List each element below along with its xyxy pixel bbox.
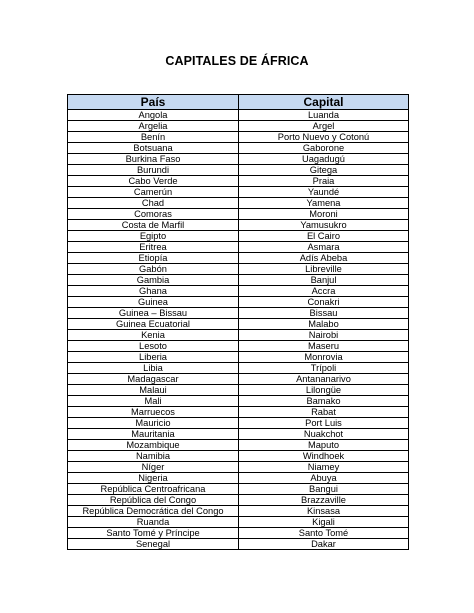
country-cell: Kenia: [68, 330, 239, 341]
country-cell: Ghana: [68, 286, 239, 297]
capital-cell: Praia: [239, 176, 409, 187]
table-body: [68, 110, 409, 550]
table-row: [68, 484, 409, 495]
table-row: [68, 352, 409, 363]
capital-cell: Malabo: [239, 319, 409, 330]
column-header-capital: Capital: [239, 95, 409, 110]
country-cell: Eritrea: [68, 242, 239, 253]
country-cell: Mozambique: [68, 440, 239, 451]
table-row: [68, 407, 409, 418]
table-row: [68, 297, 409, 308]
country-cell: Santo Tomé y Príncipe: [68, 528, 239, 539]
country-cell: República Democrática del Congo: [68, 506, 239, 517]
table-row: [68, 132, 409, 143]
table-row: [68, 451, 409, 462]
country-cell: Lesoto: [68, 341, 239, 352]
table-row: [68, 385, 409, 396]
country-cell: Burkina Faso: [68, 154, 239, 165]
table-row: [68, 187, 409, 198]
country-cell: Botsuana: [68, 143, 239, 154]
table-row: [68, 198, 409, 209]
table-row: [68, 341, 409, 352]
country-cell: Libia: [68, 363, 239, 374]
country-cell: Argelia: [68, 121, 239, 132]
country-cell: Liberia: [68, 352, 239, 363]
table-row: [68, 363, 409, 374]
table-row: [68, 528, 409, 539]
table-row: [68, 429, 409, 440]
capital-cell: Libreville: [239, 264, 409, 275]
table-row: [68, 143, 409, 154]
table-row: [68, 319, 409, 330]
table-row: [68, 330, 409, 341]
capital-cell: Porto Nuevo y Cotonú: [239, 132, 409, 143]
country-cell: Namibia: [68, 451, 239, 462]
capital-cell: Windhoek: [239, 451, 409, 462]
table-row: [68, 242, 409, 253]
country-cell: República del Congo: [68, 495, 239, 506]
country-cell: Marruecos: [68, 407, 239, 418]
country-cell: Burundi: [68, 165, 239, 176]
table-row: [68, 495, 409, 506]
capital-cell: Rabat: [239, 407, 409, 418]
table-row: [68, 374, 409, 385]
country-cell: República Centroafricana: [68, 484, 239, 495]
capital-cell: Gitega: [239, 165, 409, 176]
capital-cell: Yaundé: [239, 187, 409, 198]
capital-cell: Accra: [239, 286, 409, 297]
capital-cell: Abuya: [239, 473, 409, 484]
table-row: [68, 253, 409, 264]
capital-cell: Brazzaville: [239, 495, 409, 506]
capital-cell: Bamako: [239, 396, 409, 407]
capital-cell: Niamey: [239, 462, 409, 473]
country-cell: Guinea Ecuatorial: [68, 319, 239, 330]
capital-cell: Yamusukro: [239, 220, 409, 231]
country-cell: Madagascar: [68, 374, 239, 385]
capitals-table: [67, 94, 409, 550]
capital-cell: Port Luis: [239, 418, 409, 429]
country-cell: Egipto: [68, 231, 239, 242]
country-cell: Angola: [68, 110, 239, 121]
table-row: [68, 506, 409, 517]
capital-cell: Trípoli: [239, 363, 409, 374]
table-row: [68, 275, 409, 286]
table-row: [68, 308, 409, 319]
capital-cell: Maseru: [239, 341, 409, 352]
capital-cell: Nuakchot: [239, 429, 409, 440]
capital-cell: Monrovia: [239, 352, 409, 363]
country-cell: Cabo Verde: [68, 176, 239, 187]
country-cell: Chad: [68, 198, 239, 209]
capital-cell: Dakar: [239, 539, 409, 550]
table-row: [68, 154, 409, 165]
table-row: [68, 264, 409, 275]
table-row: [68, 121, 409, 132]
table-row: [68, 209, 409, 220]
country-cell: Mauricio: [68, 418, 239, 429]
column-header-pais: País: [68, 95, 239, 110]
country-cell: Comoras: [68, 209, 239, 220]
capital-cell: Luanda: [239, 110, 409, 121]
country-cell: Camerún: [68, 187, 239, 198]
country-cell: Guinea – Bissau: [68, 308, 239, 319]
table-row: [68, 165, 409, 176]
country-cell: Etiopía: [68, 253, 239, 264]
table-row: [68, 286, 409, 297]
capital-cell: Gaborone: [239, 143, 409, 154]
capital-cell: Asmara: [239, 242, 409, 253]
country-cell: Malaui: [68, 385, 239, 396]
capital-cell: Conakri: [239, 297, 409, 308]
table-row: [68, 539, 409, 550]
capital-cell: Santo Tomé: [239, 528, 409, 539]
capital-cell: Nairobi: [239, 330, 409, 341]
capital-cell: Argel: [239, 121, 409, 132]
country-cell: Ruanda: [68, 517, 239, 528]
capital-cell: Bangui: [239, 484, 409, 495]
table-header-row: [68, 95, 409, 110]
capital-cell: Kinsasa: [239, 506, 409, 517]
capital-cell: Maputo: [239, 440, 409, 451]
table-row: [68, 176, 409, 187]
table-row: [68, 440, 409, 451]
table-row: [68, 473, 409, 484]
capital-cell: El Cairo: [239, 231, 409, 242]
table-row: [68, 517, 409, 528]
country-cell: Guinea: [68, 297, 239, 308]
country-cell: Mauritania: [68, 429, 239, 440]
page-title: CAPITALES DE ÁFRICA: [165, 54, 309, 68]
country-cell: Níger: [68, 462, 239, 473]
capital-cell: Lilongüe: [239, 385, 409, 396]
capital-cell: Uagadugú: [239, 154, 409, 165]
country-cell: Nigeria: [68, 473, 239, 484]
table-row: [68, 418, 409, 429]
capital-cell: Banjul: [239, 275, 409, 286]
capital-cell: Yamena: [239, 198, 409, 209]
country-cell: Benín: [68, 132, 239, 143]
table-row: [68, 110, 409, 121]
table-row: [68, 231, 409, 242]
capital-cell: Antananarivo: [239, 374, 409, 385]
country-cell: Gabón: [68, 264, 239, 275]
capital-cell: Bissau: [239, 308, 409, 319]
table-row: [68, 396, 409, 407]
capital-cell: Moroni: [239, 209, 409, 220]
capital-cell: Kigali: [239, 517, 409, 528]
country-cell: Costa de Marfil: [68, 220, 239, 231]
country-cell: Senegal: [68, 539, 239, 550]
country-cell: Mali: [68, 396, 239, 407]
table-row: [68, 462, 409, 473]
country-cell: Gambia: [68, 275, 239, 286]
table-row: [68, 220, 409, 231]
capital-cell: Adís Abeba: [239, 253, 409, 264]
